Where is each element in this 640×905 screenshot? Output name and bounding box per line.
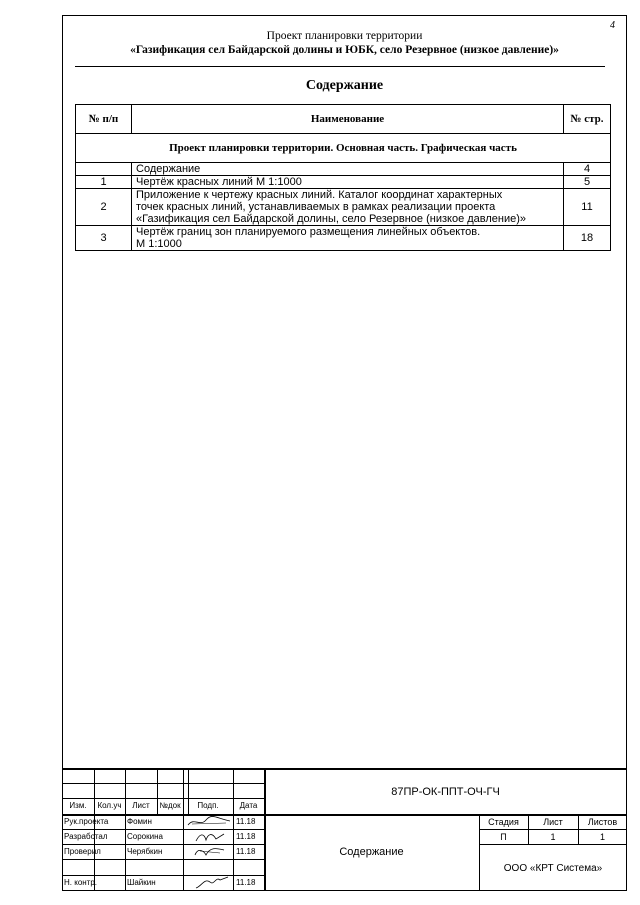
row-name [132, 189, 564, 226]
row-name-line: Приложение к чертежу красных линий. Каталог координат характерных [136, 189, 503, 201]
signature-sorokina [194, 830, 228, 844]
table-row [76, 163, 611, 176]
col-header-num: № п/п [76, 105, 132, 134]
col-label-signature: Подп. [197, 801, 219, 810]
row-page: 18 [564, 226, 611, 251]
col-label-izm: Изм. [69, 801, 87, 810]
sheet-label: Лист [543, 817, 563, 827]
row-num: 3 [76, 226, 132, 251]
col-label-kolvo: Кол.уч [97, 801, 122, 810]
doc-title: Содержание [339, 846, 404, 858]
row-num: 2 [76, 189, 132, 226]
person-name: Фомин [127, 817, 152, 826]
section-row [76, 134, 611, 163]
row-name [132, 176, 564, 189]
person-name: Черябкин [127, 847, 163, 856]
row-name [132, 163, 564, 176]
stage-value: П [500, 832, 507, 842]
row-page: 11 [564, 189, 611, 226]
sign-date: 11.18 [236, 832, 256, 841]
header-line-1: Проект планировки территории [266, 30, 423, 42]
sheets-label: Листов [587, 817, 618, 827]
table-header-row [76, 105, 611, 134]
person-name: Шайкин [127, 878, 156, 887]
col-header-page: № стр. [564, 105, 611, 134]
company-name: ООО «КРТ Система» [503, 863, 603, 874]
col-label-list: Лист [132, 801, 150, 810]
row-name-line: Содержание [136, 163, 201, 175]
sheet-value: 1 [550, 832, 556, 842]
contents-table [75, 104, 611, 251]
table-row [76, 189, 611, 226]
signature-fomin [186, 815, 232, 829]
sign-date: 11.18 [236, 878, 256, 887]
sheets-value: 1 [599, 832, 605, 842]
sign-date: 11.18 [236, 847, 256, 856]
page-title: Содержание [305, 78, 384, 93]
row-name-line: Чертёж границ зон планируемого размещения линейных объектов. [136, 226, 481, 238]
signature-shaikin [194, 874, 230, 891]
header-line-2: «Газификация сел Байдарской долины и ЮБК, село Резервное (низкое давление)» [130, 44, 559, 56]
signature-cheryabkin [192, 845, 228, 859]
role-label: Рук.проекта [64, 817, 109, 826]
row-num: 1 [76, 176, 132, 189]
header-divider [75, 66, 605, 67]
table-row [76, 176, 611, 189]
row-name-line: точек красных линий, устанавливаемых в рамках реализации проекта [136, 201, 496, 213]
col-header-name: Наименование [132, 105, 564, 134]
document-code: 87ПР-ОК-ППТ-ОЧ-ГЧ [391, 786, 500, 798]
role-label: Разработал [64, 832, 108, 841]
role-label: Н. контр. [64, 878, 98, 887]
sign-date: 11.18 [236, 817, 256, 826]
row-page: 4 [564, 163, 611, 176]
person-name: Сорокина [127, 832, 163, 841]
row-name-line: «Газификация сел Байдарской долины, село Резервное (низкое давление)» [136, 213, 527, 225]
table-row [76, 226, 611, 251]
stage-label: Стадия [488, 817, 519, 827]
row-name [132, 226, 564, 251]
title-block [62, 768, 627, 891]
row-num [76, 163, 132, 176]
row-name-line: М 1:1000 [136, 238, 182, 250]
col-label-date: Дата [239, 801, 258, 810]
section-title: Проект планировки территории. Основная часть. Графическая часть [76, 134, 611, 163]
page-number: 4 [610, 20, 615, 31]
row-name-line: Чертёж красных линий М 1:1000 [136, 176, 302, 188]
role-label: Проверил [64, 847, 101, 856]
row-page: 5 [564, 176, 611, 189]
col-label-ndoc: №док [159, 801, 181, 810]
